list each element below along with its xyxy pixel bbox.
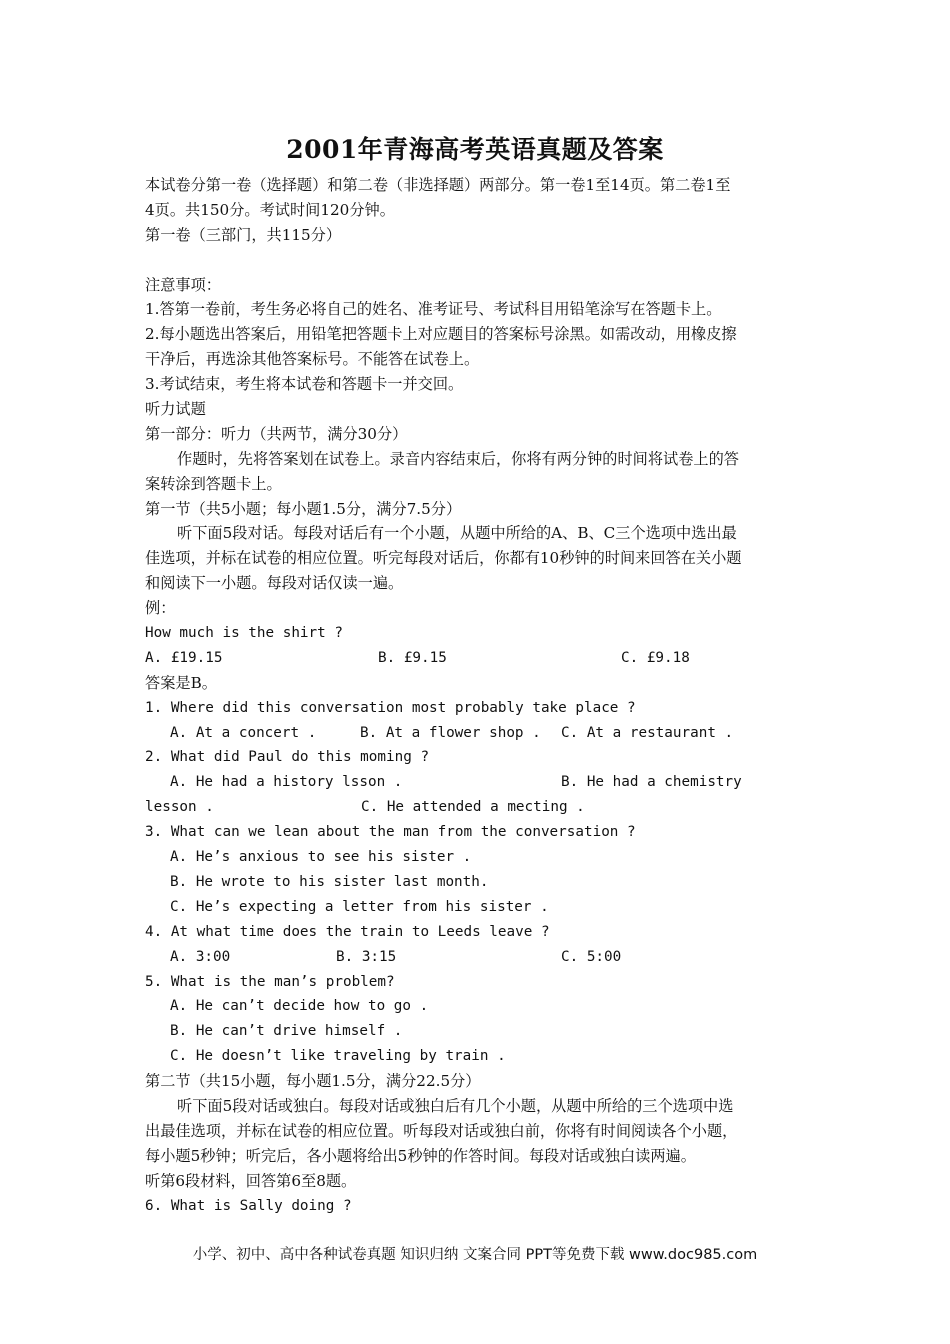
notice-item: 2.每小题选出答案后，用铅笔把答题卡上对应题目的答案标号涂黑。如需改动，用橡皮擦	[145, 325, 737, 344]
section1-instruction: 听下面5段对话。每段对话后有一个小题，从题中所给的A、B、C三个选项中选出最	[177, 524, 737, 543]
option-a: A. He had a history lsson .	[170, 774, 403, 791]
intro-line: 本试卷分第一卷（选择题）和第二卷（非选择题）两部分。第一卷1至14页。第二卷1至	[145, 176, 731, 194]
option-b: B. At a flower shop .	[360, 724, 541, 741]
example-options	[145, 646, 810, 671]
notice-item: 3.考试结束，考生将本试卷和答题卡一并交回。	[145, 375, 464, 394]
notice-heading: 注意事项：	[145, 275, 221, 294]
listening-heading: 听力试题	[145, 400, 206, 419]
option-b: B. £9.15	[378, 649, 447, 666]
section1-instruction: 佳选项，并标在试卷的相应位置。听完每段对话后，你都有10秒钟的时间来回答在关小题	[145, 549, 742, 568]
part1-instruction: 作题时，先将答案划在试卷上。录音内容结束后，你将有两分钟的时间将试卷上的答	[177, 449, 739, 468]
example-answer: 答案是B。	[145, 673, 217, 692]
part1-instruction: 案转涂到答题卡上。	[145, 474, 282, 493]
notice-item: 1.答第一卷前，考生务必将自己的姓名、准考证号、考试科目用铅笔涂写在答题卡上。	[145, 300, 722, 319]
spacer	[145, 248, 810, 273]
option-b-cont: lesson .	[145, 799, 214, 816]
material-6-heading: 听第6段材料，回答第6至8题。	[145, 1171, 357, 1190]
option-a: A. He can’t decide how to go .	[170, 998, 429, 1015]
question-3: 3. What can we lean about the man from the conversation ?	[145, 824, 636, 841]
section2-instruction: 每小题5秒钟；听完后，各小题将给出5秒钟的作答时间。每段对话或独白读两遍。	[145, 1146, 696, 1165]
part1-heading: 第一部分：听力（共两节，满分30分）	[145, 424, 408, 443]
section2-instruction: 听下面5段对话或独白。每段对话或独白后有几个小题，从题中所给的三个选项中选	[177, 1096, 734, 1115]
option-b: B. He had a chemistry	[561, 774, 742, 791]
question-1-options	[145, 721, 810, 746]
option-c: C. At a restaurant .	[561, 724, 734, 741]
option-a: A. 3:00	[170, 948, 231, 965]
question-4: 4. At what time does the train to Leeds leave ?	[145, 923, 550, 940]
section1-heading: 第一节（共5小题；每小题1.5分，满分7.5分）	[145, 499, 462, 518]
question-5: 5. What is the man’s problem?	[145, 973, 395, 990]
document-body	[145, 173, 810, 1218]
option-b: B. 3:15	[336, 948, 397, 965]
option-c: C. He’s expecting a letter from his sister .	[170, 898, 549, 915]
option-c: C. 5:00	[561, 948, 622, 965]
section2-instruction: 出最佳选项，并标在试卷的相应位置。听每段对话或独白前，你将有时间阅读各个小题，	[145, 1121, 738, 1140]
section2-heading: 第二节（共15小题，每小题1.5分，满分22.5分）	[145, 1072, 481, 1091]
option-c: C. He attended a mecting .	[361, 799, 585, 816]
notice-item: 干净后，再选涂其他答案标号。不能答在试卷上。	[145, 350, 480, 369]
question-6: 6. What is Sally doing ?	[145, 1197, 352, 1214]
example-label: 例：	[145, 599, 176, 618]
question-2: 2. What did Paul do this moming ?	[145, 749, 430, 766]
option-b: B. He can’t drive himself .	[170, 1023, 403, 1040]
question-2-options	[145, 770, 810, 795]
section1-instruction: 和阅读下一小题。每段对话仅读一遍。	[145, 574, 404, 593]
question-2-options-cont	[145, 795, 810, 820]
question-1: 1. Where did this conversation most probably take place ?	[145, 699, 636, 716]
option-c: C. £9.18	[621, 649, 690, 666]
page-title: 2001年青海高考英语真题及答案	[286, 135, 664, 164]
option-a: A. £19.15	[145, 649, 223, 666]
intro-line: 第一卷（三部门，共115分）	[145, 225, 342, 244]
option-b: B. He wrote to his sister last month.	[170, 873, 489, 890]
page-footer: 小学、初中、高中各种试卷真题 知识归纳 文案合同 PPT等免费下载 www.doc985.com	[192, 1247, 758, 1263]
option-a: A. He’s anxious to see his sister .	[170, 849, 472, 866]
intro-line: 4页。共150分。考试时间120分钟。	[145, 200, 395, 219]
question-4-options	[145, 945, 810, 970]
example-question: How much is the shirt ?	[145, 625, 343, 642]
option-c: C. He doesn’t like traveling by train .	[170, 1048, 506, 1065]
option-a: A. At a concert .	[170, 724, 317, 741]
